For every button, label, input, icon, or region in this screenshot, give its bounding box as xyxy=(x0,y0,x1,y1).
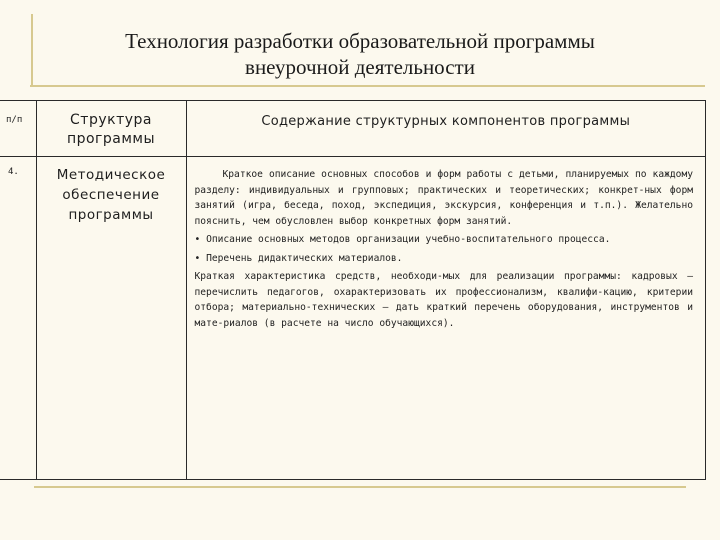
decorative-bottom-line xyxy=(34,486,686,488)
slide-title-line-1: Технология разработки образовательной программы xyxy=(125,29,595,53)
slide-title xyxy=(60,28,660,80)
header-structure xyxy=(36,101,186,157)
decorative-vertical-line xyxy=(31,14,33,86)
program-structure-table xyxy=(0,100,706,480)
header-content: Содержание структурных компонентов программы xyxy=(186,101,706,157)
header-structure-line-1: Структура xyxy=(70,112,152,128)
decorative-title-underline xyxy=(30,85,705,87)
header-number: п/п xyxy=(0,101,36,157)
content-paragraph-didactic-text: Перечень дидактических материалов. xyxy=(206,252,403,264)
content-paragraph-didactic xyxy=(195,251,694,267)
content-paragraph-methods xyxy=(195,232,694,248)
content-paragraph-methods-text: Описание основных методов организации учебно-воспитательного процесса. xyxy=(206,234,611,245)
row-structure xyxy=(36,157,186,480)
content-paragraph-resources: Краткая характеристика средств, необходи-мых для реализации программы: кадровых — перечислить педагогов, охарактеризовать их профессионализм, квалифи-кацию, критерии отбора; материально-технических — дать краткий перечень оборудования, инструментов и мате-риалов (в расчете на число обучающихся). xyxy=(194,271,693,329)
row-content xyxy=(186,157,706,480)
content-paragraph-forms: Краткое описание основных способов и форм работы с детьми, планируемых по каждому разделу: индивидуальных и групповых; практических и теоретических; конкрет-ных форм занятий (игра, беседа, поход, экспедиция, экскурсия, конференция и т.п.). Желательно пояснить, чем обусловлен выбор конкретных форм занятий. xyxy=(194,169,693,227)
slide-title-line-2: внеурочной деятельности xyxy=(245,55,475,79)
table-row xyxy=(0,157,706,480)
row-structure-line-2: обеспечение xyxy=(62,187,160,203)
table-header-row xyxy=(0,101,706,157)
header-structure-line-2: программы xyxy=(66,131,156,147)
row-number: 4. xyxy=(0,157,36,480)
row-structure-line-1: Методическое xyxy=(56,167,166,183)
row-structure-line-3: программы xyxy=(68,207,154,223)
